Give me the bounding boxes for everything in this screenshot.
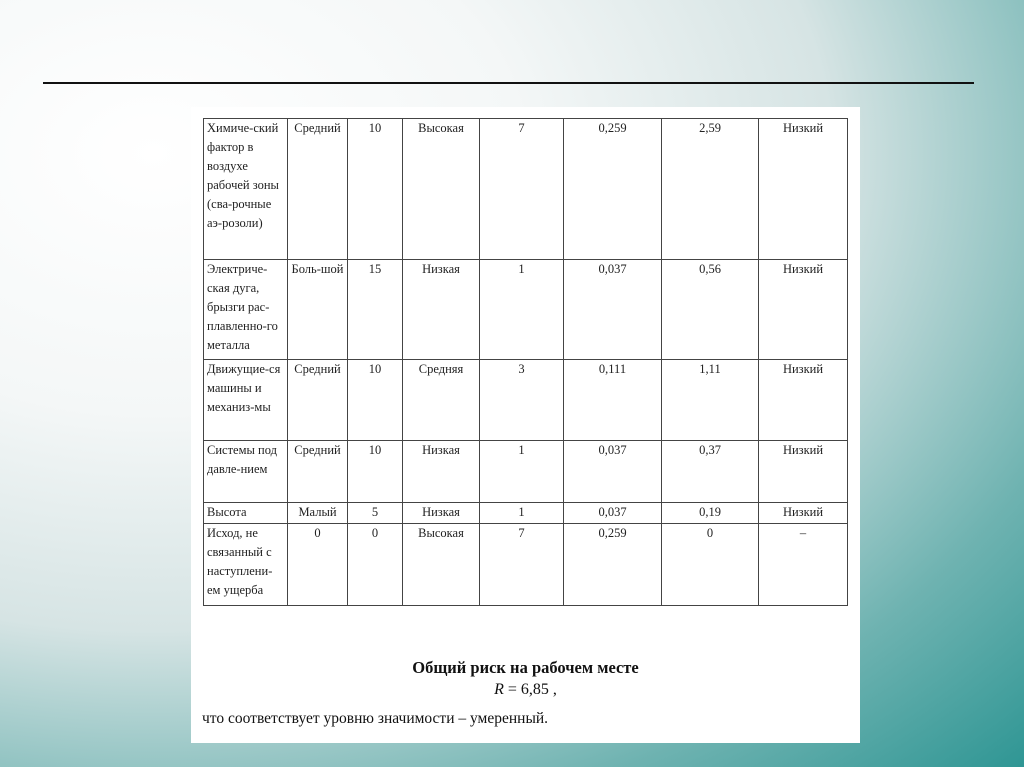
severity-cell: Малый <box>288 503 348 524</box>
severity-score-cell: 0 <box>348 524 403 606</box>
severity-score-cell: 10 <box>348 360 403 441</box>
frequency-cell: 0,037 <box>564 260 662 360</box>
probability-cell: Низкая <box>403 260 480 360</box>
table-row <box>204 360 848 441</box>
summary-conclusion: что соответствует уровню значимости – умеренный. <box>202 710 549 727</box>
formula-value: = 6,85 , <box>503 681 557 698</box>
severity-score-cell: 5 <box>348 503 403 524</box>
factor-cell: Движущие-ся машины и механиз-мы <box>204 360 288 441</box>
risk-cell: 0,37 <box>662 441 759 503</box>
severity-score-cell: 10 <box>348 441 403 503</box>
probability-score-cell: 1 <box>480 503 564 524</box>
header-divider <box>43 82 974 84</box>
level-cell: Низкий <box>759 260 848 360</box>
severity-cell: Средний <box>288 441 348 503</box>
probability-cell: Средняя <box>403 360 480 441</box>
level-cell: Низкий <box>759 503 848 524</box>
frequency-cell: 0,259 <box>564 524 662 606</box>
summary-title: Общий риск на рабочем месте <box>412 658 639 677</box>
severity-cell: Средний <box>288 360 348 441</box>
level-cell: Низкий <box>759 119 848 260</box>
risk-summary <box>191 657 860 727</box>
probability-cell: Низкая <box>403 441 480 503</box>
level-cell: Низкий <box>759 360 848 441</box>
probability-score-cell: 7 <box>480 119 564 260</box>
factor-cell: Высота <box>204 503 288 524</box>
risk-cell: 0,56 <box>662 260 759 360</box>
frequency-cell: 0,037 <box>564 503 662 524</box>
severity-score-cell: 10 <box>348 119 403 260</box>
probability-cell: Низкая <box>403 503 480 524</box>
severity-cell: Средний <box>288 119 348 260</box>
table-row <box>204 441 848 503</box>
table-row <box>204 119 848 260</box>
risk-cell: 1,11 <box>662 360 759 441</box>
probability-cell: Высокая <box>403 119 480 260</box>
risk-cell: 0,19 <box>662 503 759 524</box>
severity-score-cell: 15 <box>348 260 403 360</box>
risk-table <box>203 118 848 606</box>
severity-cell: 0 <box>288 524 348 606</box>
document-page <box>191 107 860 743</box>
frequency-cell: 0,037 <box>564 441 662 503</box>
probability-score-cell: 1 <box>480 441 564 503</box>
table-row <box>204 260 848 360</box>
factor-cell: Электриче-ская дуга, брызги рас-плавленно-го металла <box>204 260 288 360</box>
risk-cell: 2,59 <box>662 119 759 260</box>
probability-cell: Высокая <box>403 524 480 606</box>
level-cell: – <box>759 524 848 606</box>
probability-score-cell: 3 <box>480 360 564 441</box>
factor-cell: Системы под давле-нием <box>204 441 288 503</box>
probability-score-cell: 7 <box>480 524 564 606</box>
level-cell: Низкий <box>759 441 848 503</box>
frequency-cell: 0,111 <box>564 360 662 441</box>
risk-cell: 0 <box>662 524 759 606</box>
probability-score-cell: 1 <box>480 260 564 360</box>
severity-cell: Боль-шой <box>288 260 348 360</box>
risk-formula <box>191 679 860 701</box>
frequency-cell: 0,259 <box>564 119 662 260</box>
formula-variable: R <box>494 681 504 698</box>
factor-cell: Химиче-ский фактор в воздухе рабочей зоны (сва-рочные аэ-розоли) <box>204 119 288 260</box>
factor-cell: Исход, не связанный с наступлени-ем ущерба <box>204 524 288 606</box>
table-row <box>204 503 848 524</box>
table-row <box>204 524 848 606</box>
